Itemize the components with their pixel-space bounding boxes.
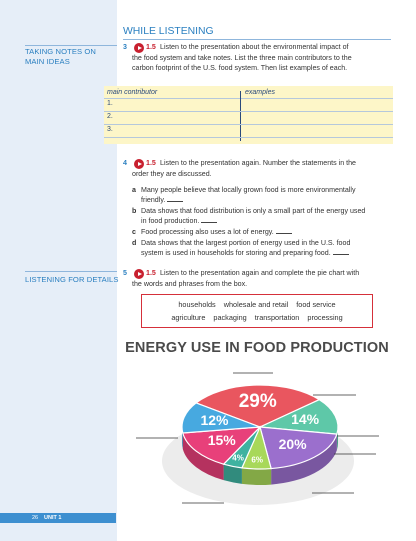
item-4 xyxy=(123,158,393,180)
item-3-text-2: the food system and take notes. List the three main contributors to the xyxy=(132,53,352,62)
chart-title: ENERGY USE IN FOOD PRODUCTION xyxy=(125,340,389,356)
statement-list xyxy=(132,185,392,259)
word-option: wholesale and retail xyxy=(223,300,289,309)
statement-text: Data shows that food distribution is only a small part of the energy used xyxy=(141,207,366,216)
statement-a xyxy=(132,185,392,206)
item-5-text-2: the words and phrases from the box. xyxy=(132,279,248,288)
statement-text xyxy=(141,248,392,258)
notes-row-line xyxy=(104,111,393,112)
answer-blank[interactable] xyxy=(167,195,183,202)
statement-text: Many people believe that locally grown food is more environmentally xyxy=(141,186,356,194)
statement-text-end: Food processing also uses a lot of energy. xyxy=(141,228,274,237)
statement-text: Data shows that the largest portion of energy used in the U.S. food xyxy=(141,238,351,247)
item-5 xyxy=(123,268,393,290)
item-3-text-3: carbon footprint of the U.S. food system. Then list examples of each. xyxy=(132,64,348,73)
answer-blank[interactable] xyxy=(201,216,217,223)
statement-text-end: in food production. xyxy=(141,217,200,226)
word-option: processing xyxy=(307,313,343,322)
taking-notes-line-2: MAIN IDEAS xyxy=(25,57,70,66)
answer-blank[interactable] xyxy=(333,248,349,255)
notes-column-divider xyxy=(240,91,241,141)
word-option: food service xyxy=(296,300,336,309)
pie-slice-label: 15% xyxy=(207,432,236,449)
section-title: WHILE LISTENING xyxy=(123,26,214,37)
audio-play-icon[interactable] xyxy=(134,269,144,279)
word-option: transportation xyxy=(254,313,300,322)
listening-details-heading: LISTENING FOR DETAILS xyxy=(25,275,119,284)
track-number: 1.5 xyxy=(146,43,156,51)
item-5-text-1: Listen to the presentation again and complete the pie chart with xyxy=(160,269,360,277)
statement-c xyxy=(132,227,392,237)
sidebar-rule xyxy=(25,45,117,46)
unit-label: UNIT 1 xyxy=(44,515,62,521)
pie-slice-label: 20% xyxy=(278,435,307,452)
item-4-text-1: Listen to the presentation again. Number the statements in the xyxy=(160,159,356,167)
notes-col-main-contributor: main contributor xyxy=(107,89,158,96)
track-number: 1.5 xyxy=(146,159,156,167)
item-3-text-1: Listen to the presentation about the environmental impact of xyxy=(160,43,349,51)
statement-d xyxy=(132,238,392,259)
taking-notes-line-1: TAKING NOTES ON xyxy=(25,47,96,56)
title-rule xyxy=(123,39,391,40)
item-number: 5 xyxy=(123,269,127,277)
page-footer xyxy=(0,513,116,523)
pie-slice-label: 14% xyxy=(291,411,320,428)
item-number: 3 xyxy=(123,43,127,51)
track-number: 1.5 xyxy=(146,269,156,277)
pie-slice-side xyxy=(242,468,271,485)
statement-letter: d xyxy=(132,238,137,247)
statement-text xyxy=(141,216,392,226)
word-option: packaging xyxy=(213,313,247,322)
pie-slice-label: 29% xyxy=(238,390,277,412)
notes-header-line xyxy=(104,98,393,99)
item-number: 4 xyxy=(123,159,127,167)
word-option: agriculture xyxy=(171,313,206,322)
statement-letter: a xyxy=(132,186,136,194)
answer-blank[interactable] xyxy=(276,227,292,234)
taking-notes-heading xyxy=(25,47,96,67)
audio-play-icon[interactable] xyxy=(134,159,144,169)
statement-text-end: system is used in households for storing and preparing food. xyxy=(141,249,331,258)
pie-slice-label: 6% xyxy=(251,455,263,465)
audio-play-icon[interactable] xyxy=(134,43,144,53)
item-4-text-2: order they are discussed. xyxy=(132,169,212,178)
statement-text xyxy=(141,195,392,205)
notes-row-number: 2. xyxy=(107,113,113,120)
page-number: 26 xyxy=(32,515,39,521)
pie-chart xyxy=(130,365,390,510)
pie-slice-label: 4% xyxy=(232,453,244,463)
statement-letter: c xyxy=(132,228,136,237)
notes-table xyxy=(104,86,393,144)
statement-letter: b xyxy=(132,207,137,216)
pie-slice-label: 12% xyxy=(200,411,229,428)
sidebar-rule xyxy=(25,271,117,272)
statement-b xyxy=(132,206,392,227)
notes-row-line xyxy=(104,124,393,125)
statement-text xyxy=(141,227,392,237)
word-option: households xyxy=(178,300,216,309)
statement-text-end: friendly. xyxy=(141,196,166,205)
word-box xyxy=(141,294,373,328)
notes-col-examples: examples xyxy=(245,89,275,96)
notes-row-number: 1. xyxy=(107,100,113,107)
notes-row-line xyxy=(104,137,393,138)
notes-row-number: 3. xyxy=(107,126,113,133)
